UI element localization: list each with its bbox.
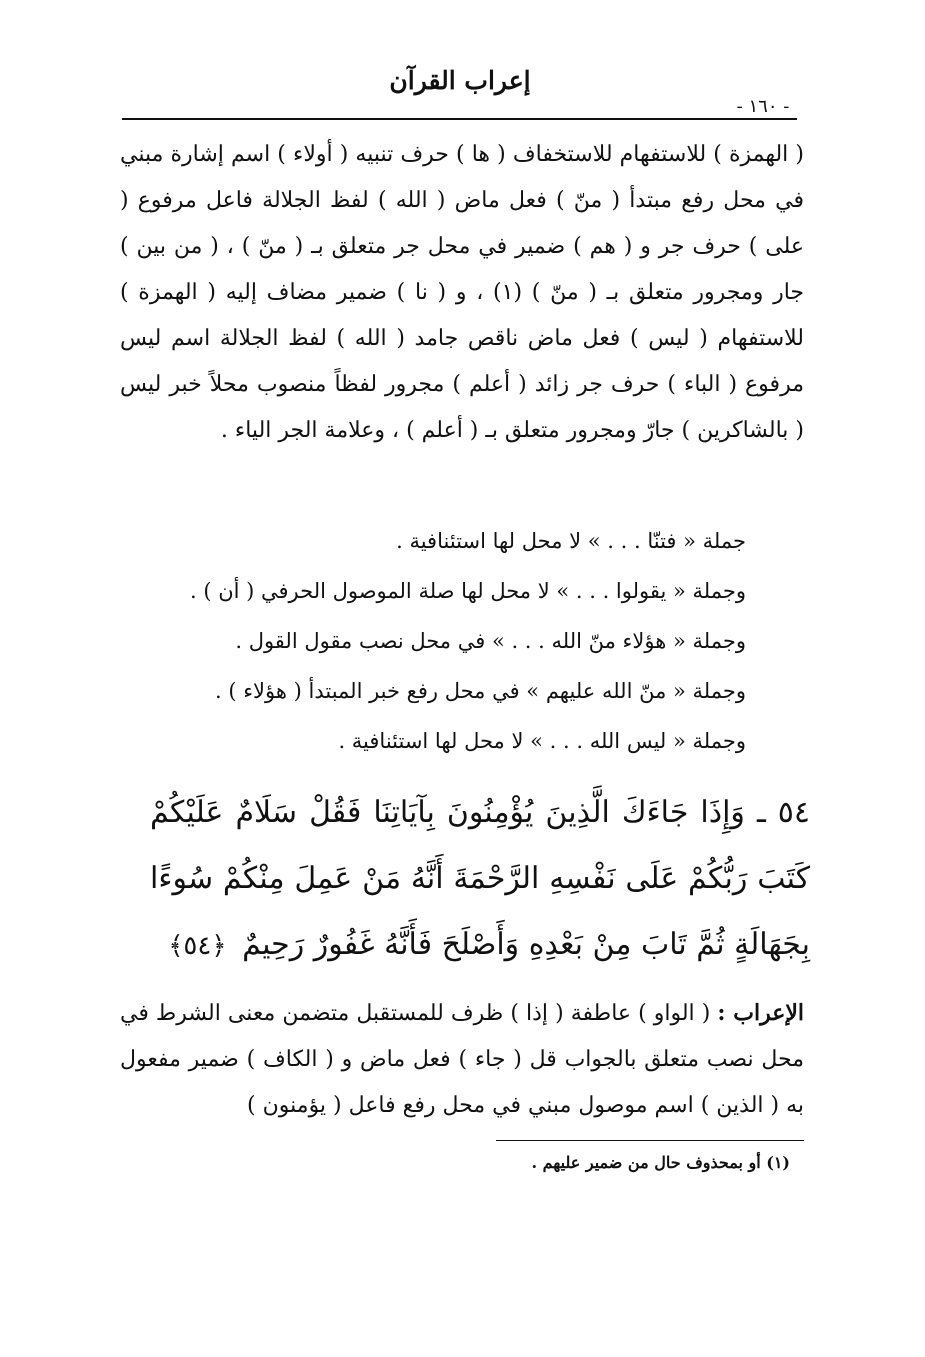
verse-number: ٥٤ (777, 795, 810, 830)
irab-body (120, 990, 804, 1129)
footnote: (١) أو بمحذوف حال من ضمير عليهم . (531, 1153, 790, 1172)
irab-label: الإعراب : (717, 1000, 804, 1026)
header-rule (122, 118, 797, 120)
paragraph-text: ( الهمزة ) للاستفهام للاستخفاف ( ها ) حرف تنبيه ( أولاء ) اسم إشارة مبني في محل رفع مبتدأ ( منّ ) فعل ماض ( الله ) لفظ الجلالة فاعل مرفوع ( على ) حرف جر و ( هم ) ضمير في محل جر متعلق بـ ( منّ ) ، ( من بين ) جار ومجرور متعلق بـ ( منّ ) (١) ، و ( نا ) ضمير مضاف إليه ( الهمزة ) للاستفهام ( ليس ) فعل ماض ناقص جامد ( الله ) لفظ الجلالة اسم ليس مرفوع ( الباء ) حرف جر زائد ( أعلم ) مجرور لفظاً منصوب محلاً خبر ليس ( بالشاكرين ) جارّ ومجرور متعلق بـ ( أعلم ) ، وعلامة الجر الياء . (120, 142, 805, 443)
quran-verse (150, 780, 810, 979)
irab-text: ( الواو ) عاطفة ( إذا ) ظرف للمستقبل متضمن معنى الشرط في محل نصب متعلق بالجواب قل ( جاء ) فعل ماض و ( الكاف ) ضمير مفعول به ( الذين ) اسم موصول مبني في محل رفع فاعل ( يؤمنون ) (120, 1001, 804, 1118)
sentence-item: وجملة « منّ الله عليهم » في محل رفع خبر المبتدأ ( هؤلاء ) . (214, 679, 746, 703)
sentence-item: وجملة « هؤلاء منّ الله . . . » في محل نصب مقول القول . (235, 629, 746, 653)
verse-end-marker: ﴿٥٤﴾ (168, 931, 227, 961)
verse-text: ـ وَإِذَا جَاءَكَ الَّذِينَ يُؤْمِنُونَ بِآيَاتِنَا فَقُلْ سَلَامٌ عَلَيْكُمْ كَتَبَ رَبُّكُمْ عَلَى نَفْسِهِ الرَّحْمَةَ أَنَّهُ مَنْ عَمِلَ مِنْكُمْ سُوءًا بِجَهَالَةٍ ثُمَّ تَابَ مِنْ بَعْدِهِ وَأَصْلَحَ فَأَنَّهُ غَفُورٌ رَحِيمٌ (150, 795, 810, 962)
sentence-item: جملة « فتنّا . . . » لا محل لها استئنافية . (396, 529, 746, 553)
sentence-item: وجملة « يقولوا . . . » لا محل لها صلة الموصول الحرفي ( أن ) . (190, 579, 746, 603)
footnote-rule (496, 1140, 804, 1141)
page-number: - ١٦٠ - (736, 96, 790, 117)
grammar-paragraph (120, 132, 804, 454)
sentence-item: وجملة « ليس الله . . . » لا محل لها استئنافية . (338, 729, 746, 753)
irab-paragraph (120, 990, 804, 1129)
running-head: إعراب القرآن (389, 66, 531, 95)
sentence-list (120, 516, 804, 766)
